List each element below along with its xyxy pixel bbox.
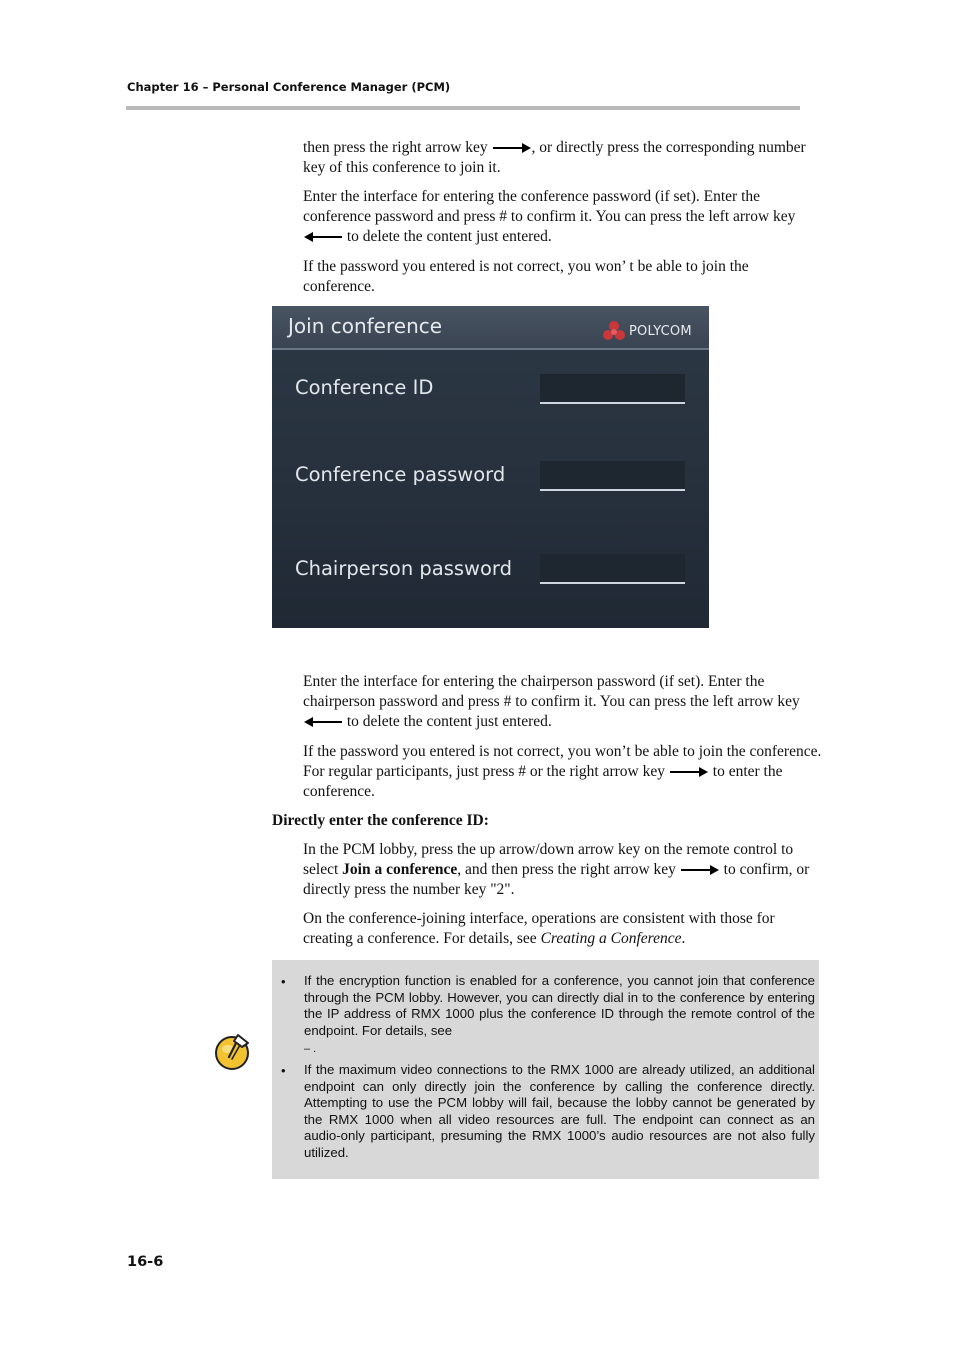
p5-text-a: If the password you entered is not correct, you won’t be able to join the conference. For regular participants, just press # or the right arrow key (303, 743, 822, 780)
conference-id-field[interactable] (540, 374, 685, 404)
screenshot-title: Join conference (288, 314, 443, 338)
note-item-video-connections: If the maximum video connections to the RMX 1000 are already utilized, an additional endpoint can only directly join the conference by calling the conference directly. Attempting to use the PCM lobby will fail, because the lobby cannot be generated by the RMX 1000 when all video resources are full. The endpoint can connect as an audio-only participant, presuming the RMX 1000’s audio resources are not also fully utilized. (304, 1062, 815, 1160)
chairperson-password-label: Chairperson password (295, 557, 512, 580)
chairperson-password-field[interactable] (540, 554, 685, 584)
p2-text-b: to delete the content just entered. (343, 228, 552, 245)
chapter-header: Chapter 16 – Personal Conference Manager (PCM) (127, 80, 451, 94)
p7-text-a: On the conference-joining interface, operations are consistent with those for creating a conference. For details, see (303, 910, 775, 947)
join-conference-screenshot (272, 306, 709, 628)
polycom-logo-icon (602, 320, 626, 342)
paragraph-right-arrow (303, 138, 823, 178)
creating-a-conference-link[interactable]: Creating a Conference (540, 930, 682, 947)
p6-text-b: , and then press the right arrow key (457, 861, 680, 878)
polycom-logo (602, 320, 692, 342)
paragraph-chairperson-password (303, 672, 823, 732)
p5-text-b: to enter the conference. (303, 763, 783, 800)
p1-text-a: then press the right arrow key (303, 139, 492, 156)
section-subheading: Directly enter the conference ID: (272, 812, 489, 829)
p6-text-c: to confirm, or directly press the number key "2". (303, 861, 810, 898)
note-pushpin-icon (212, 1029, 256, 1073)
note-box (272, 960, 819, 1179)
right-arrow-icon (669, 766, 709, 778)
join-a-conference-term: Join a conference (342, 861, 458, 878)
p7-text-b: . (681, 930, 686, 947)
note-bullet: • (281, 1063, 286, 1078)
p1-text-b: , or directly press the corresponding number key of this conference to join it. (303, 139, 806, 176)
left-arrow-icon (303, 716, 343, 728)
p4-text-b: to delete the content just entered. (343, 713, 552, 730)
conference-password-label: Conference password (295, 463, 506, 486)
p4-text-a: Enter the interface for entering the chairperson password (if set). Enter the chairperson password and press # to confirm it. You can press the left arrow key (303, 673, 800, 710)
conference-password-field[interactable] (540, 461, 685, 491)
paragraph-pcm-lobby (303, 840, 823, 900)
paragraph-wrong-password (303, 257, 823, 297)
p3-text: If the password you entered is not correct, you won’ t be able to join the conference. (303, 258, 749, 295)
note-bullet: • (281, 974, 286, 989)
paragraph-regular-participants (303, 742, 823, 802)
note-item-encryption-tail: – . (304, 1043, 317, 1055)
left-arrow-icon (303, 231, 343, 243)
right-arrow-icon (680, 864, 720, 876)
header-rule (126, 106, 800, 110)
paragraph-creating-conference (303, 909, 823, 949)
conference-id-label: Conference ID (295, 376, 434, 399)
p6-text-a: In the PCM lobby, press the up arrow/down arrow key on the remote control to select (303, 841, 794, 878)
p2-text-a: Enter the interface for entering the conference password (if set). Enter the conference password and press # to confirm it. You can press the left arrow key (303, 188, 796, 225)
paragraph-conference-password (303, 187, 823, 247)
note-item-encryption: If the encryption function is enabled for a conference, you cannot join that conference through the PCM lobby. However, you can directly dial in to the conference by entering the IP address of RMX 1000 plus the conference ID through the remote control of the endpoint. For details, see (304, 973, 815, 1038)
right-arrow-icon (492, 142, 532, 154)
polycom-logo-text: POLYCOM (629, 323, 692, 339)
page-number: 16-6 (127, 1254, 164, 1270)
